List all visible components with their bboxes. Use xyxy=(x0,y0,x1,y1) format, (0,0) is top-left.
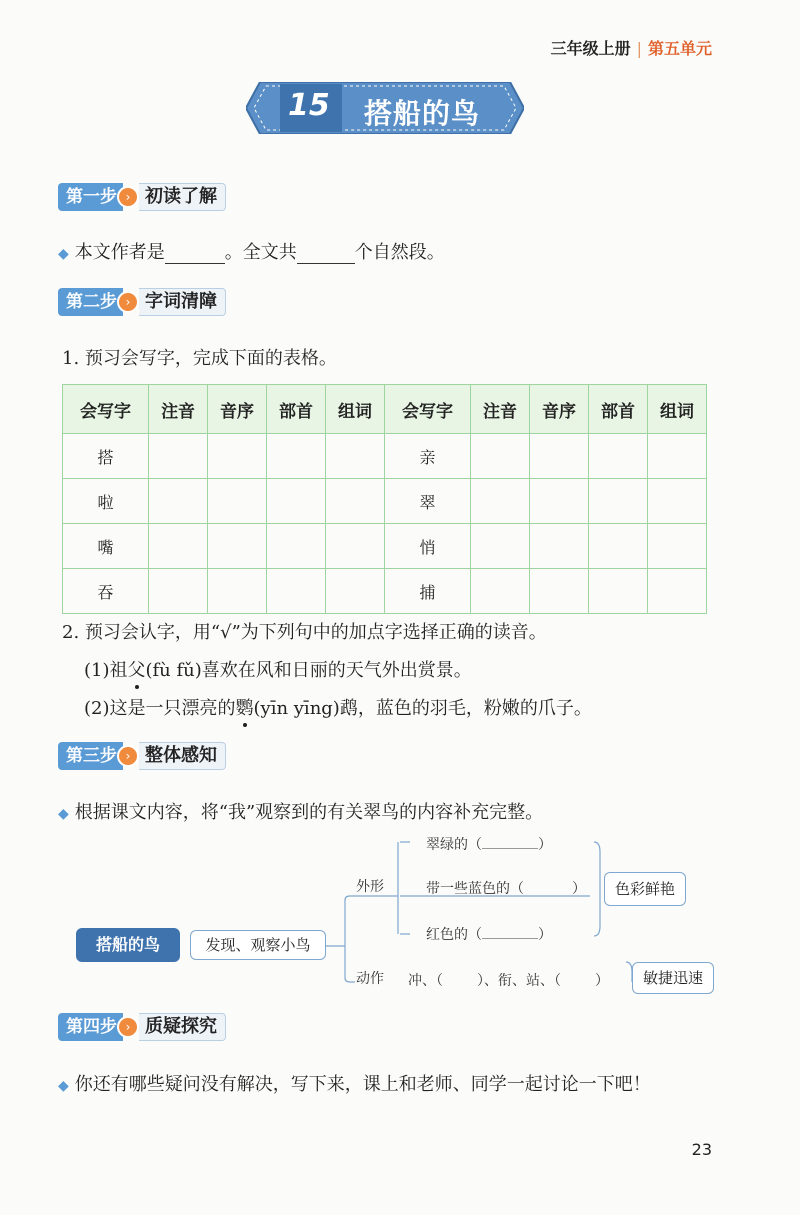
action-fill xyxy=(408,970,609,990)
leaf-text: 红色的（ xyxy=(426,927,482,943)
q-text: 根据课文内容，将“我”观察到的有关翠鸟的内容补充完整。 xyxy=(74,802,544,823)
step4-name: 质疑探究 xyxy=(139,1013,226,1041)
leaf-text: 翠绿的（ xyxy=(426,837,482,853)
answer-cell[interactable] xyxy=(149,479,208,524)
answer-cell[interactable] xyxy=(471,569,530,614)
answer-cell[interactable] xyxy=(647,434,706,479)
mindmap-root: 搭船的鸟 xyxy=(76,928,180,962)
answer-cell[interactable] xyxy=(647,569,706,614)
column-header: 音序 xyxy=(530,385,589,434)
character-cell: 亲 xyxy=(384,434,470,479)
step1-question xyxy=(58,238,445,264)
arrow-right-icon: › xyxy=(117,1016,139,1038)
page-header xyxy=(551,36,712,59)
step4-question xyxy=(58,1070,651,1096)
q-text: (1)祖 xyxy=(84,660,128,681)
step3-header xyxy=(58,742,226,770)
answer-cell[interactable] xyxy=(471,434,530,479)
step2-header xyxy=(58,288,226,316)
q-text: (2)这是一只漂亮的 xyxy=(84,698,236,719)
answer-cell[interactable] xyxy=(530,479,589,524)
lesson-number: 15 xyxy=(288,88,330,123)
table-row xyxy=(63,524,707,569)
step2-label: 第二步 xyxy=(58,288,123,316)
step3-name: 整体感知 xyxy=(139,742,226,770)
paragraph-count-blank[interactable] xyxy=(297,245,355,264)
page-number: 23 xyxy=(691,1140,712,1159)
q-text: 你还有哪些疑问没有解决，写下来，课上和老师、同学一起讨论一下吧！ xyxy=(74,1074,651,1095)
q-text: 喜欢在风和日丽的天气外出赏景。 xyxy=(201,660,472,681)
character-table xyxy=(62,384,707,614)
pronunciation-item-1 xyxy=(84,656,472,682)
step1-name: 初读了解 xyxy=(139,183,226,211)
leaf-text: 带一些蓝色的（ xyxy=(426,881,524,897)
action-text: 冲、（ xyxy=(408,973,443,989)
answer-cell[interactable] xyxy=(530,569,589,614)
answer-cell[interactable] xyxy=(647,479,706,524)
answer-cell[interactable] xyxy=(530,524,589,569)
table-row xyxy=(63,434,707,479)
answer-cell[interactable] xyxy=(588,524,647,569)
answer-cell[interactable] xyxy=(267,524,326,569)
answer-cell[interactable] xyxy=(149,434,208,479)
answer-cell[interactable] xyxy=(208,434,267,479)
character-cell: 捕 xyxy=(384,569,470,614)
unit-label: 第五单元 xyxy=(647,39,712,58)
answer-cell[interactable] xyxy=(325,434,384,479)
leaf-text: ） xyxy=(572,881,586,897)
column-header: 注音 xyxy=(471,385,530,434)
diamond-bullet-icon: ◆ xyxy=(58,806,69,822)
q-text: 鹉，蓝色的羽毛，粉嫩的爪子。 xyxy=(339,698,592,719)
column-header: 组词 xyxy=(325,385,384,434)
answer-cell[interactable] xyxy=(588,479,647,524)
table-header-row xyxy=(63,385,707,434)
step3-question xyxy=(58,798,543,824)
step3-label: 第三步 xyxy=(58,742,123,770)
action-text: ） xyxy=(595,973,609,989)
leaf-text: ） xyxy=(538,837,552,853)
character-cell: 吞 xyxy=(63,569,149,614)
column-header: 部首 xyxy=(267,385,326,434)
action-text: ）、衔、站、（ xyxy=(477,973,561,989)
leaf-blank[interactable] xyxy=(482,848,538,849)
column-header: 部首 xyxy=(588,385,647,434)
arrow-right-icon: › xyxy=(117,745,139,767)
answer-cell[interactable] xyxy=(588,434,647,479)
column-header: 音序 xyxy=(208,385,267,434)
answer-cell[interactable] xyxy=(530,434,589,479)
answer-cell[interactable] xyxy=(149,569,208,614)
step1-header xyxy=(58,183,226,211)
leaf-red xyxy=(426,924,552,944)
step4-label: 第四步 xyxy=(58,1013,123,1041)
column-header: 组词 xyxy=(647,385,706,434)
answer-cell[interactable] xyxy=(208,569,267,614)
answer-cell[interactable] xyxy=(267,569,326,614)
mindmap-center: 发现、观察小鸟 xyxy=(190,930,326,960)
step1-label: 第一步 xyxy=(58,183,123,211)
answer-cell[interactable] xyxy=(471,524,530,569)
leaf-blue xyxy=(426,878,586,898)
answer-cell[interactable] xyxy=(471,479,530,524)
lesson-title: 搭船的鸟 xyxy=(364,97,481,130)
answer-cell[interactable] xyxy=(647,524,706,569)
answer-cell[interactable] xyxy=(208,479,267,524)
arrow-right-icon: › xyxy=(117,186,139,208)
column-header: 注音 xyxy=(149,385,208,434)
author-blank[interactable] xyxy=(165,245,225,264)
answer-cell[interactable] xyxy=(325,479,384,524)
leaf-blank[interactable] xyxy=(482,938,538,939)
table-row xyxy=(63,569,707,614)
q-text: 本文作者是 xyxy=(74,242,165,263)
step2-question2: 2. 预习会认字，用“√”为下列句中的加点字选择正确的读音。 xyxy=(62,622,547,643)
step4-header xyxy=(58,1013,226,1041)
table-row xyxy=(63,479,707,524)
answer-cell[interactable] xyxy=(208,524,267,569)
character-cell: 搭 xyxy=(63,434,149,479)
leaf-text: ） xyxy=(538,927,552,943)
diamond-bullet-icon: ◆ xyxy=(58,1078,69,1094)
lesson-title-banner xyxy=(246,82,524,134)
branch-appearance: 外形 xyxy=(356,879,384,895)
branch-action: 动作 xyxy=(356,971,384,987)
q-text: 。全文共 xyxy=(224,242,297,263)
character-cell: 啦 xyxy=(63,479,149,524)
step2-name: 字词清障 xyxy=(139,288,226,316)
grade-label: 三年级上册 xyxy=(550,39,631,58)
arrow-right-icon: › xyxy=(117,291,139,313)
pinyin-options[interactable]: (yīn yīng) xyxy=(253,698,340,719)
q-text: 个自然段。 xyxy=(354,242,445,263)
step2-question1: 1. 预习会写字，完成下面的表格。 xyxy=(62,348,337,369)
character-cell: 嘴 xyxy=(63,524,149,569)
character-cell: 翠 xyxy=(384,479,470,524)
column-header: 会写字 xyxy=(63,385,149,434)
answer-cell[interactable] xyxy=(267,479,326,524)
leaf-green xyxy=(426,834,552,854)
header-separator: | xyxy=(636,39,642,58)
action-summary: 敏捷迅速 xyxy=(632,962,714,994)
answer-cell[interactable] xyxy=(588,569,647,614)
answer-cell[interactable] xyxy=(325,569,384,614)
column-header: 会写字 xyxy=(384,385,470,434)
pinyin-options[interactable]: (fù fǔ) xyxy=(145,660,202,681)
answer-cell[interactable] xyxy=(149,524,208,569)
pronunciation-item-2 xyxy=(84,694,592,720)
dotted-character: 鹦 xyxy=(235,698,254,719)
diamond-bullet-icon: ◆ xyxy=(58,246,69,262)
character-cell: 悄 xyxy=(384,524,470,569)
appearance-summary: 色彩鲜艳 xyxy=(604,872,686,906)
dotted-character: 父 xyxy=(127,660,146,681)
answer-cell[interactable] xyxy=(267,434,326,479)
answer-cell[interactable] xyxy=(325,524,384,569)
